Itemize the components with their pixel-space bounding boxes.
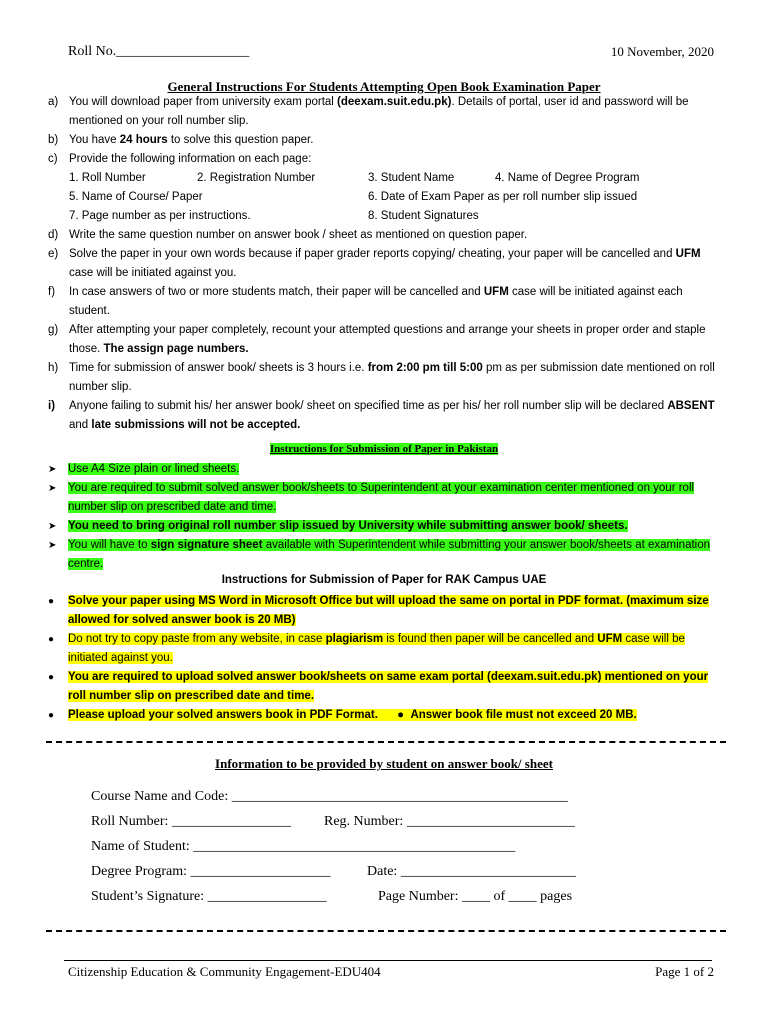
list-item: ➤ Use A4 Size plain or lined sheets. [48,460,712,479]
dot-bullet-icon: ● [397,709,405,721]
arrow-bullet-icon: ➤ [48,464,57,475]
dot-bullet-icon: ● [48,634,55,645]
dot-bullet-icon: ● [48,596,55,607]
signature-field[interactable]: Student’s Signature: _________________ [91,889,327,904]
student-name-field[interactable]: Name of Student: ______________________________________________ [91,839,516,854]
instruction-a: a) You will download paper from university exam portal (deexam.suit.edu.pk). Details of portal, user id and password will be mentioned on your roll number slip. [48,96,689,127]
uae-section-title: Instructions for Submission of Paper for RAK Campus UAE [221,574,547,586]
instruction-h: h) Time for submission of answer book/ sheets is 3 hours i.e. from 2:00 pm till 5:00 pm as per submission date mentioned on roll number slip. [48,362,715,393]
uae-instructions-list [48,592,712,725]
list-item: ● Solve your paper using MS Word in Microsoft Office but will upload the same on portal in PDF format. (maximum size allowed for solved answer book is 20 MB) [48,592,712,630]
dot-bullet-icon: ● [48,710,55,721]
dashed-divider [46,741,726,743]
general-instructions-list [48,93,720,435]
pakistan-instructions-list [48,460,712,574]
list-item: ● Please upload your solved answers book in PDF Format. ● Answer book file must not exceed 20 MB. [48,706,712,725]
list-item: ➤ You are required to submit solved answer book/sheets to Superintendent at your examination center mentioned on your roll number slip on prescribed date and time. [48,479,712,517]
info-items-row-2: 5. Name of Course/ Paper 6. Date of Exam Paper as per roll number slip issued [69,191,638,203]
instruction-e: e) Solve the paper in your own words because if paper grader reports copying/ cheating, your paper will be cancelled and UFM case will be initiated against you. [48,248,701,279]
reg-number-field[interactable]: Reg. Number: ________________________ [324,814,575,829]
instruction-g: g) After attempting your paper completely, recount your attempted questions and arrange your sheets in proper order and staple those. The assign page numbers. [48,324,706,355]
list-item: ● Do not try to copy paste from any website, in case plagiarism is found then paper will be cancelled and UFM case will be initiated against you. [48,630,712,668]
footer-course: Citizenship Education & Community Engagement-EDU404 [68,964,381,979]
instruction-b: b) You have 24 hours to solve this question paper. [48,134,314,146]
instruction-f: f) In case answers of two or more students match, their paper will be cancelled and UFM case will be initiated against each student. [48,286,683,317]
dashed-divider [46,930,726,932]
course-name-field[interactable]: Course Name and Code: ________________________________________________ [91,789,568,804]
info-items-row-1: 1. Roll Number 2. Registration Number 3. Student Name 4. Name of Degree Program [69,172,640,184]
arrow-bullet-icon: ➤ [48,540,57,551]
roll-number-field[interactable]: Roll Number: _________________ [91,814,291,829]
footer-page-number: Page 1 of 2 [655,964,714,979]
instruction-c: c) Provide the following information on each page: [48,153,312,165]
info-section-title: Information to be provided by student on answer book/ sheet [215,756,553,771]
list-item: ➤ You need to bring original roll number slip issued by University while submitting answer book/ sheets. [48,517,712,536]
instruction-d: d) Write the same question number on answer book / sheet as mentioned on question paper. [48,229,528,241]
info-items-row-3: 7. Page number as per instructions. 8. Student Signatures [69,210,479,222]
pakistan-section-title: Instructions for Submission of Paper in Pakistan [269,443,499,455]
list-item: ➤ You will have to sign signature sheet available with Superintendent while submitting your answer book/sheets at examination centre. [48,536,712,574]
degree-program-field[interactable]: Degree Program: ____________________ [91,864,331,879]
dot-bullet-icon: ● [48,672,55,683]
footer-rule [64,960,712,961]
page-number-field[interactable]: Page Number: ____ of ____ pages [378,889,573,904]
date-field[interactable]: Date: _________________________ [367,864,576,879]
exam-date: 10 November, 2020 [610,44,714,59]
arrow-bullet-icon: ➤ [48,483,57,494]
list-item: ● You are required to upload solved answer book/sheets on same exam portal (deexam.suit.edu.pk) mentioned on your roll number slip on prescribed date and time. [48,668,712,706]
arrow-bullet-icon: ➤ [48,521,57,532]
page-title: General Instructions For Students Attempting Open Book Examination Paper [167,79,601,94]
roll-number-header: Roll No.___________________ [68,44,250,59]
instruction-i: i) Anyone failing to submit his/ her answer book/ sheet on specified time as per his/ her roll number slip will be declared ABSENT and late submissions will not be accepted. [48,400,715,431]
